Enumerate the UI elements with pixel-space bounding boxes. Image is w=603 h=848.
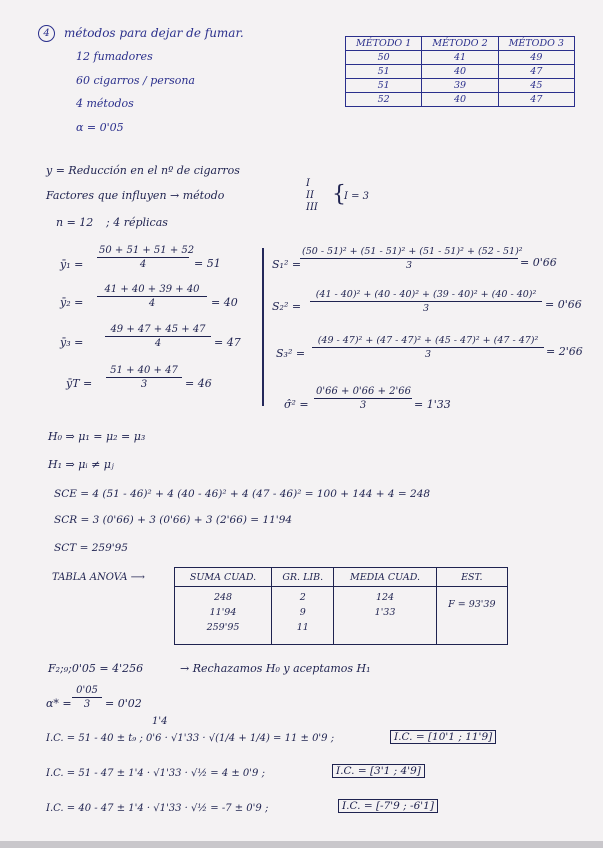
mean-1-denominator: 4 bbox=[139, 259, 147, 270]
table-cell bbox=[175, 587, 272, 645]
header-sum-squares: SUMA CUAD. bbox=[175, 568, 272, 587]
mean-2-numerator: 41 + 40 + 39 + 40 bbox=[97, 284, 207, 297]
anova-cell: 11'94 bbox=[209, 607, 237, 618]
brace-icon: { bbox=[332, 182, 346, 207]
pooled-variance-value: = 1'33 bbox=[414, 398, 451, 411]
variance-3-value: = 2'66 bbox=[546, 345, 583, 358]
anova-cell: 248 bbox=[213, 592, 233, 603]
variance-2-fraction bbox=[310, 289, 542, 314]
table-cell: 49 bbox=[498, 51, 574, 65]
critical-f-value: F₂;₉;0'05 = 4'256 bbox=[48, 662, 144, 675]
mean-1-fraction bbox=[97, 245, 195, 270]
alpha-star-label: α* = bbox=[46, 697, 72, 710]
header-method-2: MÉTODO 2 bbox=[422, 37, 498, 51]
variance-3-numerator: (49 - 47)² + (47 - 47)² + (45 - 47)² + (47 - 47)² bbox=[312, 335, 544, 348]
replicas-line: ; 4 réplicas bbox=[106, 216, 168, 229]
anova-cell: 124 bbox=[375, 592, 395, 603]
variance-2-numerator: (41 - 40)² + (40 - 40)² + (39 - 40)² + (40 - 40)² bbox=[310, 289, 542, 302]
table-cell: 51 bbox=[346, 65, 422, 79]
t-value-annotation: 1'4 bbox=[152, 716, 168, 727]
mean-1-numerator: 50 + 51 + 51 + 52 bbox=[99, 245, 195, 256]
problem-number: 4 bbox=[38, 25, 55, 42]
variance-1-label: S₁² = bbox=[272, 258, 302, 271]
pooled-variance-fraction bbox=[314, 386, 412, 411]
level-3: III bbox=[306, 202, 318, 213]
mean-total-denominator: 3 bbox=[140, 379, 148, 390]
factors-line: Factores que influyen → método bbox=[46, 189, 225, 202]
header-method-1: MÉTODO 1 bbox=[346, 37, 422, 51]
table-cell: 41 bbox=[422, 51, 498, 65]
page-bottom-edge bbox=[0, 841, 603, 848]
table-cell: 39 bbox=[422, 79, 498, 93]
scr-line: SCR = 3 (0'66) + 3 (0'66) + 3 (2'66) = 11'94 bbox=[54, 514, 293, 526]
mean-1-label: ȳ₁ = bbox=[60, 258, 84, 271]
problem-title: métodos para dejar de fumar. bbox=[64, 26, 244, 40]
variance-2-denominator: 3 bbox=[422, 303, 430, 314]
mean-1-value: = 51 bbox=[194, 257, 221, 270]
table-cell: 40 bbox=[422, 93, 498, 107]
anova-cell: 2 bbox=[299, 592, 306, 603]
anova-cell: 9 bbox=[299, 607, 306, 618]
table-cell bbox=[272, 587, 334, 645]
response-variable: y = Reducción en el nº de cigarros bbox=[46, 164, 240, 177]
table-header-row bbox=[175, 568, 508, 587]
variance-1-numerator: (50 - 51)² + (51 - 51)² + (51 - 51)² + (52 - 51)² bbox=[302, 246, 523, 257]
alpha-star-value: = 0'02 bbox=[105, 697, 142, 710]
table-cell bbox=[334, 587, 436, 645]
interval-3: I.C. = 40 - 47 ± 1'4 · √1'33 · √½ = -7 ± 0'9 ; bbox=[46, 803, 269, 814]
pooled-variance-numerator: 0'66 + 0'66 + 2'66 bbox=[316, 386, 411, 397]
table-header-row bbox=[346, 37, 575, 51]
level-2: II bbox=[306, 190, 314, 201]
levels-count: I = 3 bbox=[344, 191, 370, 202]
table-row bbox=[346, 79, 575, 93]
header-method-3: MÉTODO 3 bbox=[498, 37, 574, 51]
table-cell: 50 bbox=[346, 51, 422, 65]
alpha-star-numerator: 0'05 bbox=[72, 685, 102, 698]
interval-1-result: I.C. = [10'1 ; 11'9] bbox=[390, 730, 496, 744]
header-mean-square: MEDIA CUAD. bbox=[334, 568, 436, 587]
variance-3-denominator: 3 bbox=[424, 349, 432, 360]
mean-3-denominator: 4 bbox=[154, 338, 162, 349]
table-cell: 52 bbox=[346, 93, 422, 107]
header-statistic: EST. bbox=[436, 568, 507, 587]
given-1: 12 fumadores bbox=[76, 50, 153, 63]
mean-2-denominator: 4 bbox=[148, 298, 156, 309]
table-cell: 45 bbox=[498, 79, 574, 93]
pooled-variance-denominator: 3 bbox=[359, 400, 367, 411]
mean-2-label: ȳ₂ = bbox=[60, 296, 84, 309]
anova-cell: 11 bbox=[296, 622, 309, 633]
table-row bbox=[346, 51, 575, 65]
mean-total-numerator: 51 + 40 + 47 bbox=[106, 365, 182, 378]
methods-table bbox=[345, 36, 575, 107]
sct-line: SCT = 259'95 bbox=[54, 542, 128, 554]
table-row bbox=[346, 65, 575, 79]
table-cell: 51 bbox=[346, 79, 422, 93]
mean-2-value: = 40 bbox=[211, 296, 238, 309]
level-1: I bbox=[306, 178, 310, 189]
given-4: α = 0'05 bbox=[76, 121, 124, 134]
variance-1-value: = 0'66 bbox=[520, 256, 557, 269]
mean-3-fraction bbox=[105, 324, 211, 349]
variance-3-fraction bbox=[312, 335, 544, 360]
alt-hypothesis: H₁ ⇒ μᵢ ≠ μⱼ bbox=[48, 458, 114, 471]
anova-cell: F = 93'39 bbox=[448, 599, 496, 610]
table-row bbox=[346, 93, 575, 107]
n-line: n = 12 bbox=[56, 216, 94, 229]
variance-2-value: = 0'66 bbox=[545, 298, 582, 311]
sce-line: SCE = 4 (51 - 46)² + 4 (40 - 46)² + 4 (47 - 46)² = 100 + 144 + 4 = 248 bbox=[54, 488, 431, 500]
mean-2-fraction bbox=[97, 284, 207, 309]
decision-line: → Rechazamos H₀ y aceptamos H₁ bbox=[180, 662, 371, 675]
interval-1: I.C. = 51 - 40 ± t₉ ; 0'6 · √1'33 · √(1/4 + 1/4) = 11 ± 0'9 ; bbox=[46, 733, 335, 744]
section-divider bbox=[262, 248, 264, 406]
table-cell: 47 bbox=[498, 93, 574, 107]
table-cell bbox=[436, 587, 507, 645]
table-cell: 47 bbox=[498, 65, 574, 79]
variance-2-label: S₂² = bbox=[272, 300, 302, 313]
mean-3-label: ȳ₃ = bbox=[60, 336, 84, 349]
header-degrees-freedom: GR. LIB. bbox=[272, 568, 334, 587]
alpha-star-denominator: 3 bbox=[83, 699, 91, 710]
mean-3-numerator: 49 + 47 + 45 + 47 bbox=[105, 324, 211, 337]
given-2: 60 cigarros / persona bbox=[76, 74, 195, 87]
mean-total-fraction bbox=[106, 365, 182, 390]
variance-3-label: S₃² = bbox=[276, 347, 306, 360]
null-hypothesis: H₀ ⇒ μ₁ = μ₂ = μ₃ bbox=[48, 430, 146, 443]
table-cell: 40 bbox=[422, 65, 498, 79]
interval-2-result: I.C. = [3'1 ; 4'9] bbox=[332, 764, 425, 778]
anova-cell: 259'95 bbox=[206, 622, 240, 633]
anova-label: TABLA ANOVA ⟶ bbox=[52, 572, 146, 583]
table-row bbox=[175, 587, 508, 645]
interval-3-result: I.C. = [-7'9 ; -6'1] bbox=[338, 799, 438, 813]
mean-total-value: = 46 bbox=[185, 377, 212, 390]
given-3: 4 métodos bbox=[76, 97, 134, 110]
interval-2: I.C. = 51 - 47 ± 1'4 · √1'33 · √½ = 4 ± 0'9 ; bbox=[46, 768, 265, 779]
alpha-star-fraction bbox=[72, 685, 102, 710]
variance-1-fraction bbox=[300, 246, 523, 271]
anova-cell: 1'33 bbox=[374, 607, 396, 618]
pooled-variance-label: σ̂² = bbox=[284, 398, 309, 411]
mean-total-label: ȳT = bbox=[66, 377, 93, 390]
anova-table bbox=[174, 567, 508, 645]
variance-1-denominator: 3 bbox=[405, 260, 413, 271]
mean-3-value: = 47 bbox=[214, 336, 241, 349]
